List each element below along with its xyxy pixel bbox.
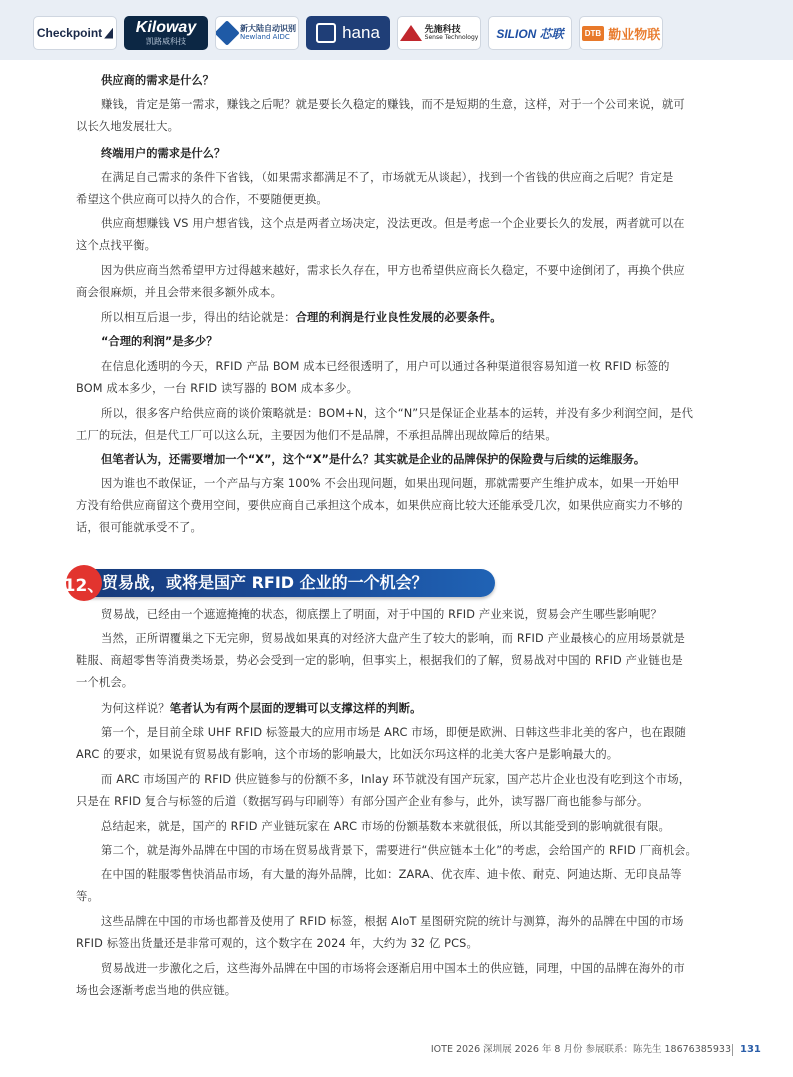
- paragraph: 而 ARC 市场国产的 RFID 供应链参与的份额不多，Inlay 环节就没有国产玩家，国产芯片企业也没有吃到这个市场， 只是在 RFID 复合与标签的后道（数据写码与印刷等）有部分国产企业有参与，此外，读写器厂商也能参与部分。: [76, 773, 691, 808]
- heading-reasonable-profit: “合理的利润”是多少？: [101, 335, 218, 348]
- footer-divider: [732, 1044, 733, 1056]
- paragraph-two-logics: 为何这样说？笔者认为有两个层面的逻辑可以支撑这样的判断。: [101, 702, 422, 715]
- paragraph: 这些品牌在中国的市场也都普及使用了 RFID 标签，根据 AIoT 星图研究院的统计与测算，海外的品牌在中国的市场 RFID 标签出货量还是非常可观的，这个数字在 2024 年，大约为 32 亿 PCS。: [76, 915, 684, 950]
- logo-text: Kiloway: [135, 19, 197, 36]
- logo-text: hana: [342, 23, 380, 42]
- logo-text: 新大陆自动识别: [240, 24, 296, 34]
- section-number-badge: 12、: [66, 565, 102, 601]
- paragraph: 总结起来，就是，国产的 RFID 产业链玩家在 ARC 市场的份额基数本来就很低，所以其能受到的影响就很有限。: [101, 820, 670, 833]
- paragraph: 供应商想赚钱 VS 用户想省钱，这个点是两者立场决定，没法更改。但是考虑一个企业要长久的发展，两者就可以在 这个点找平衡。: [76, 217, 685, 252]
- paragraph: 当然，正所谓覆巢之下无完卵，贸易战如果真的对经济大盘产生了较大的影响，而 RFID 产业最核心的应用场景就是 鞋服、商超零售等消费类场景，势必会受到一定的影响，但事实上，根据我们的了解，贸易战对中国的 RFID 产业链也是 一个机会。: [76, 632, 685, 689]
- section-title: 贸易战，或将是国产 RFID 企业的一个机会？: [102, 573, 428, 592]
- paragraph: 在中国的鞋服零售快消品市场，有大量的海外品牌，比如：ZARA、优衣库、迪卡侬、耐克、阿迪达斯、无印良品等 等。: [76, 868, 682, 903]
- paragraph: 因为供应商当然希望甲方过得越来越好，需求长久存在，甲方也希望供应商长久稳定，不要中途倒闭了，再换个供应 商会很麻烦，并且会带来很多额外成本。: [76, 264, 685, 299]
- heading-supplier-needs: 供应商的需求是什么？: [101, 74, 214, 87]
- page-footer: [0, 1042, 793, 1058]
- footer-text: IOTE 2026 深圳展 2026 年 8 月份 参展联系：陈先生 18676385933: [430, 1044, 731, 1055]
- paragraph: 所以，很多客户给供应商的谈价策略就是：BOM+N，这个“N”只是保证企业基本的运转，并没有多少利润空间，是代 工厂的玩法，但是代工厂可以这么玩，主要因为他们不是品牌，不承担品牌出现故障后的结果。: [76, 407, 694, 442]
- paragraph: 贸易战，已经由一个遮遮掩掩的状态，彻底摆上了明面，对于中国的 RFID 产业来说，贸易会产生哪些影响呢？: [101, 608, 663, 621]
- logo-text: 勤业物联: [608, 26, 661, 42]
- paragraph: 在信息化透明的今天，RFID 产品 BOM 成本已经很透明了，用户可以通过各种渠道很容易知道一枚 RFID 标签的 BOM 成本多少，一台 RFID 读写器的 BOM 成本多少。: [76, 360, 670, 395]
- paragraph: 第二个，就是海外品牌在中国的市场在贸易战背景下，需要进行“供应链本土化”的考虑，会给国产的 RFID 厂商机会。: [101, 844, 697, 857]
- section-header-12: [63, 565, 498, 601]
- paragraph: 第一个，是目前全球 UHF RFID 标签最大的应用市场是 ARC 市场，即便是欧洲、日韩这些非北美的客户，也在跟随 ARC 的要求，如果说有贸易战有影响，这个市场的影响最大，比如沃尔玛这样的北美大客户是影响最大的。: [76, 726, 686, 761]
- logo-subtext: Newland AIDC: [240, 32, 290, 41]
- paragraph: 因为谁也不敢保证，一个产品与方案 100% 不会出现问题，如果出现问题，那就需要产生维护成本，如果一开始甲 方没有给供应商留这个费用空间，要供应商自己承担这个成本，如果供应商比较大还能承受几次，如果供应商实力不够的 话，很可能就承受不了。: [76, 477, 683, 534]
- logo-text: 先施科技: [424, 24, 461, 35]
- paragraph: 在满足自己需求的条件下省钱，（如果需求都满足不了，市场就无从谈起），找到一个省钱的供应商之后呢？肯定是 希望这个供应商可以持久的合作，不要随便更换。: [76, 171, 674, 206]
- logo-subtext: 凯路威科技: [146, 37, 186, 46]
- heading-extra-x: 但笔者认为，还需要增加一个“X”，这个“X”是什么？其实就是企业的品牌保护的保险费与后续的运维服务。: [101, 453, 646, 466]
- logo-badge: DTB: [582, 26, 604, 41]
- heading-user-needs: 终端用户的需求是什么？: [101, 147, 226, 160]
- page-number: 131: [740, 1044, 761, 1055]
- logo-text: SILION 芯联: [496, 26, 564, 41]
- paragraph-conclusion: 所以相互后退一步，得出的结论就是：合理的利润是行业良性发展的必要条件。: [101, 311, 502, 324]
- logo-text: Checkpoint: [36, 26, 103, 40]
- paragraph: 贸易战进一步激化之后，这些海外品牌在中国的市场将会逐渐启用中国本土的供应链，同理，中国的品牌在海外的市 场也会逐渐考虑当地的供应链。: [76, 962, 685, 997]
- paragraph: 赚钱，肯定是第一需求，赚钱之后呢？就是要长久稳定的赚钱，而不是短期的生意，这样，对于一个公司来说，就可 以长久地发展壮大。: [76, 98, 685, 133]
- logo-subtext: Sense Technology: [424, 33, 479, 41]
